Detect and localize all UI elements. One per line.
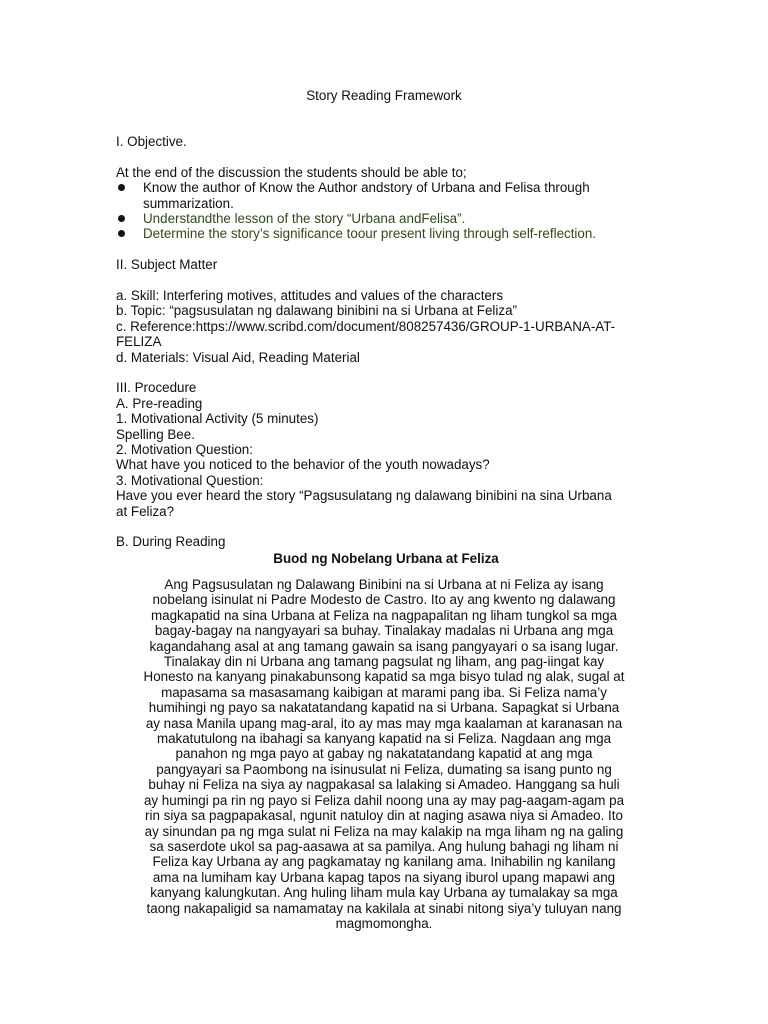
summary-paragraph [116,577,652,931]
summary-line: pangyayari sa Paombong na isinusulat ni Feliza, dumating sa isang punto ng [156,761,612,777]
summary-heading: Buod ng Nobelang Urbana at Feliza [273,550,499,566]
summary-line: mapasama sa masasamang kaibigan at marami pang iba. Si Feliza nama’y [161,684,607,700]
summary-line: kagandahang asal at ang tamang gawain sa isang pangyayari o sa isang lugar. [149,638,619,654]
during-reading-heading: B. During Reading [116,534,226,550]
procedure-step-1: 1. Motivational Activity (5 minutes) [116,411,319,427]
summary-line: taong nakapaligid sa namamatay na kakilala at sinabi nitong siya’y tuluyan nang [146,900,622,916]
subject-heading: II. Subject Matter [116,257,218,273]
subject-skill: a. Skill: Interfering motives, attitudes and values of the characters [116,288,504,304]
bullet-icon [118,215,125,222]
document-title: Story Reading Framework [306,88,462,103]
pre-reading-heading: A. Pre-reading [116,395,203,411]
summary-line: buhay ni Feliza na siya ay nagpakasal sa lalaking si Amadeo. Hanggang sa huli [148,777,620,793]
summary-line: sa saserdote ukol sa pag-aasawa at sa pamilya. Ang hulung bahagi ng liham ni [149,838,619,854]
procedure-step-3: 3. Motivational Question: [116,472,264,488]
summary-line: nobelang isinulat ni Padre Modesto de Castro. Ito ay ang kwento ng dalawang [152,592,616,608]
summary-line: Feliza kay Urbana ay ang pagkamatay ng kanilang ama. Inihabilin ng kanilang [152,854,616,870]
summary-line: magmomongha. [335,915,433,931]
procedure-step-3-detail: Have you ever heard the story “Pagsusulatang ng dalawang binibini na sina Urbana [116,488,612,504]
summary-line: bagay-bagay na nangyayari sa buhay. Tinalakay madalas ni Urbana ang mga [154,623,614,639]
summary-line: ay nasa Manila upang mag-aral, ito ay mas may mga kaalaman at karanasan na [145,715,623,731]
summary-line: ay humingi pa rin ng payo si Feliza dahil noong una ay may pag-aagam-agam pa [143,792,625,808]
bullet-icon [118,230,125,237]
summary-line: Ang Pagsusulatan ng Dalawang Binibini na si Urbana at ni Feliza ay isang [164,577,604,592]
document-body [116,134,656,566]
procedure-step-2: 2. Motivation Question: [116,442,253,458]
procedure-step-2-detail: What have you noticed to the behavior of the youth nowadays? [116,457,490,473]
summary-line: kanyang kalungkutan. Ang huling liham mula kay Urbana ay tumalakay sa mga [150,885,618,901]
summary-line: humihingi ng payo sa nakatatandang kapatid na si Urbana. Sapagkat si Urbana [148,700,620,716]
procedure-step-1-detail: Spelling Bee. [116,426,195,442]
summary-line: Honesto na kanyang pinakabunsong kapatid sa mga bisyo tulad ng alak, sugal at [143,669,625,685]
summary-line: Tinalakay din ni Urbana ang tamang pagsulat ng liham, ang pag-iingat kay [163,654,605,670]
objective-heading: I. Objective. [116,134,187,149]
subject-reference: c. Reference:https://www.scribd.com/document/808257436/GROUP-1-URBANA-AT- [116,318,616,334]
subject-reference-cont: FELIZA [116,334,162,350]
objective-item: Determine the story’s significance toour present living through self-reflection. [116,226,656,241]
procedure-heading: III. Procedure [116,380,197,396]
objective-item: Understandthe lesson of the story “Urbana andFelisa”. [116,211,656,226]
subject-topic: b. Topic: “pagsusulatan ng dalawang binibini na si Urbana at Feliza” [116,303,517,319]
objective-intro: At the end of the discussion the students should be able to; [116,164,467,180]
summary-line: panahon ng mga payo at gabay ng nakatatandang kapatid at ang mga [175,746,593,762]
bullet-icon [118,184,125,191]
objective-item: Know the author of Know the Author andstory of Urbana and Felisa through summarization. [116,180,656,211]
subject-materials: d. Materials: Visual Aid, Reading Material [116,349,360,365]
summary-line: makatutulong na ibahagi sa kanyang kapatid na si Feliza. Nagdaan ang mga [156,731,612,747]
objective-list [116,180,656,242]
summary-line: ay sinundan pa ng mga sulat ni Feliza na may kalakip na mga liham ng na galing [144,823,624,839]
summary-line: rin siya sa pagpapakasal, ngunit natuloy din at naging asawa niya si Amadeo. Ito [145,808,623,824]
summary-line: ama na lumiham kay Urbana kapag tapos na siyang iburol upang mapawi ang [152,869,616,885]
summary-line: magkapatid na sina Urbana at Feliza na nagpapalitan ng liham tungkol sa mga [151,607,617,623]
procedure-step-3-detail-cont: at Feliza? [116,503,175,519]
